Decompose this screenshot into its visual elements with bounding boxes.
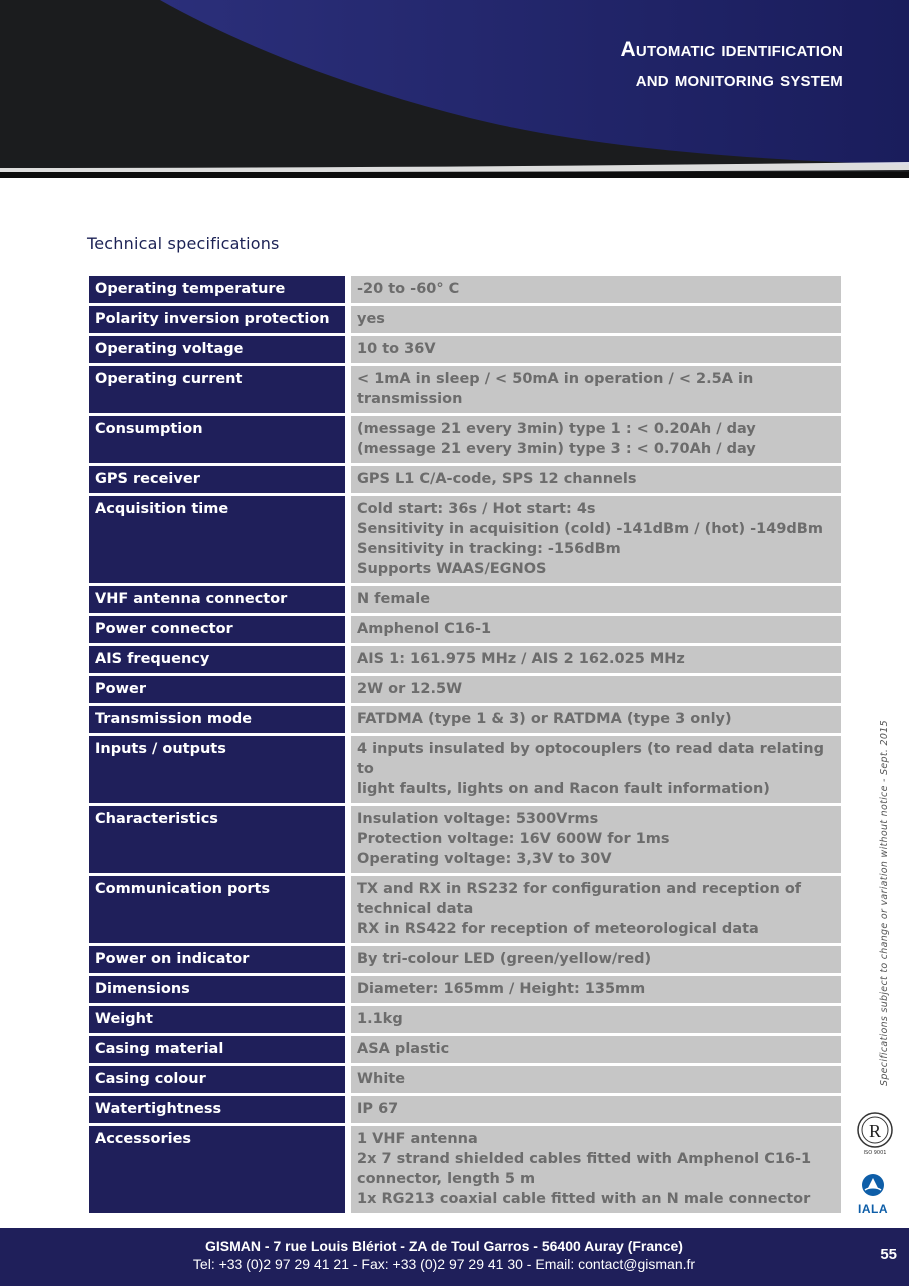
spec-table <box>89 276 841 1216</box>
spec-row <box>89 946 841 973</box>
spec-label: GPS receiver <box>89 466 345 493</box>
spec-row <box>89 1006 841 1033</box>
spec-label: Operating voltage <box>89 336 345 363</box>
spec-label: Power connector <box>89 616 345 643</box>
disclaimer-note: Specifications subject to change or variation without notice - Sept. 2015 <box>879 720 890 1086</box>
spec-label: Polarity inversion protection <box>89 306 345 333</box>
spec-row <box>89 706 841 733</box>
spec-value: yes <box>351 306 841 333</box>
spec-value: FATDMA (type 1 & 3) or RATDMA (type 3 only) <box>351 706 841 733</box>
spec-value: GPS L1 C/A-code, SPS 12 channels <box>351 466 841 493</box>
spec-row <box>89 276 841 303</box>
spec-label: Casing colour <box>89 1066 345 1093</box>
footer-contact: Tel: +33 (0)2 97 29 41 21 - Fax: +33 (0)2 97 29 41 30 - Email: contact@gisman.fr <box>192 1256 696 1272</box>
spec-value: (message 21 every 3min) type 1 : < 0.20Ah / day (message 21 every 3min) type 3 : < 0.70Ah / day <box>351 416 841 463</box>
spec-label: Transmission mode <box>89 706 345 733</box>
spec-row <box>89 586 841 613</box>
spec-label: Acquisition time <box>89 496 345 583</box>
spec-label: Power <box>89 676 345 703</box>
spec-value: Cold start: 36s / Hot start: 4s Sensitivity in acquisition (cold) -141dBm / (hot) -149dBm Sensitivity in tracking: -156dBm Supports WAAS/EGNOS <box>351 496 841 583</box>
iso-certification-logo <box>855 1108 895 1156</box>
spec-row <box>89 616 841 643</box>
spec-value: < 1mA in sleep / < 50mA in operation / < 2.5A in transmission <box>351 366 841 413</box>
spec-value: N female <box>351 586 841 613</box>
spec-label: Inputs / outputs <box>89 736 345 803</box>
spec-value: White <box>351 1066 841 1093</box>
spec-label: Casing material <box>89 1036 345 1063</box>
spec-value: AIS 1: 161.975 MHz / AIS 2 162.025 MHz <box>351 646 841 673</box>
spec-label: VHF antenna connector <box>89 586 345 613</box>
spec-row <box>89 466 841 493</box>
iala-emblem-icon <box>859 1172 887 1198</box>
spec-row <box>89 336 841 363</box>
spec-label: Accessories <box>89 1126 345 1213</box>
spec-label: Operating current <box>89 366 345 413</box>
page-number: 55 <box>880 1246 897 1263</box>
spec-row <box>89 1036 841 1063</box>
spec-label: Watertightness <box>89 1096 345 1123</box>
iso-label: ISO 9001 <box>863 1150 887 1156</box>
iala-logo <box>850 1172 896 1216</box>
spec-row <box>89 876 841 943</box>
spec-value: TX and RX in RS232 for configuration and reception of technical data RX in RS422 for reception of meteorological data <box>351 876 841 943</box>
spec-label: Dimensions <box>89 976 345 1003</box>
spec-value: Amphenol C16-1 <box>351 616 841 643</box>
spec-value: 2W or 12.5W <box>351 676 841 703</box>
spec-value: Insulation voltage: 5300Vrms Protection voltage: 16V 600W for 1ms Operating voltage: 3,3V to 30V <box>351 806 841 873</box>
section-title: Technical specifications <box>87 234 280 253</box>
spec-row <box>89 806 841 873</box>
spec-row <box>89 1126 841 1213</box>
spec-row <box>89 736 841 803</box>
spec-row <box>89 306 841 333</box>
spec-value: 10 to 36V <box>351 336 841 363</box>
footer-address: GISMAN - 7 rue Louis Blériot - ZA de Toul Garros - 56400 Auray (France) <box>205 1238 683 1254</box>
spec-label: Characteristics <box>89 806 345 873</box>
spec-value: Diameter: 165mm / Height: 135mm <box>351 976 841 1003</box>
title-line-2: and monitoring system <box>635 68 843 91</box>
spec-row <box>89 366 841 413</box>
spec-value: 1.1kg <box>351 1006 841 1033</box>
spec-row <box>89 976 841 1003</box>
spec-value: IP 67 <box>351 1096 841 1123</box>
document-title <box>621 34 843 94</box>
spec-label: Operating temperature <box>89 276 345 303</box>
spec-label: Power on indicator <box>89 946 345 973</box>
spec-value: By tri-colour LED (green/yellow/red) <box>351 946 841 973</box>
spec-label: Weight <box>89 1006 345 1033</box>
spec-row <box>89 416 841 463</box>
page-footer <box>0 1228 909 1286</box>
spec-row <box>89 676 841 703</box>
spec-label: Consumption <box>89 416 345 463</box>
spec-value: 4 inputs insulated by optocouplers (to read data relating to light faults, lights on and Racon fault information) <box>351 736 841 803</box>
title-line-1: Automatic identification <box>620 38 843 61</box>
spec-row <box>89 1096 841 1123</box>
spec-value: 1 VHF antenna 2x 7 strand shielded cables fitted with Amphenol C16-1 connector, length 5 m 1x RG213 coaxial cable fitted with an N male connector <box>351 1126 841 1213</box>
spec-value: ASA plastic <box>351 1036 841 1063</box>
page-header <box>0 0 909 178</box>
spec-row <box>89 1066 841 1093</box>
spec-label: Communication ports <box>89 876 345 943</box>
spec-row <box>89 496 841 583</box>
svg-text:R: R <box>868 1121 882 1141</box>
spec-value: -20 to -60° C <box>351 276 841 303</box>
spec-row <box>89 646 841 673</box>
spec-label: AIS frequency <box>89 646 345 673</box>
iala-text: IALA <box>858 1202 888 1216</box>
